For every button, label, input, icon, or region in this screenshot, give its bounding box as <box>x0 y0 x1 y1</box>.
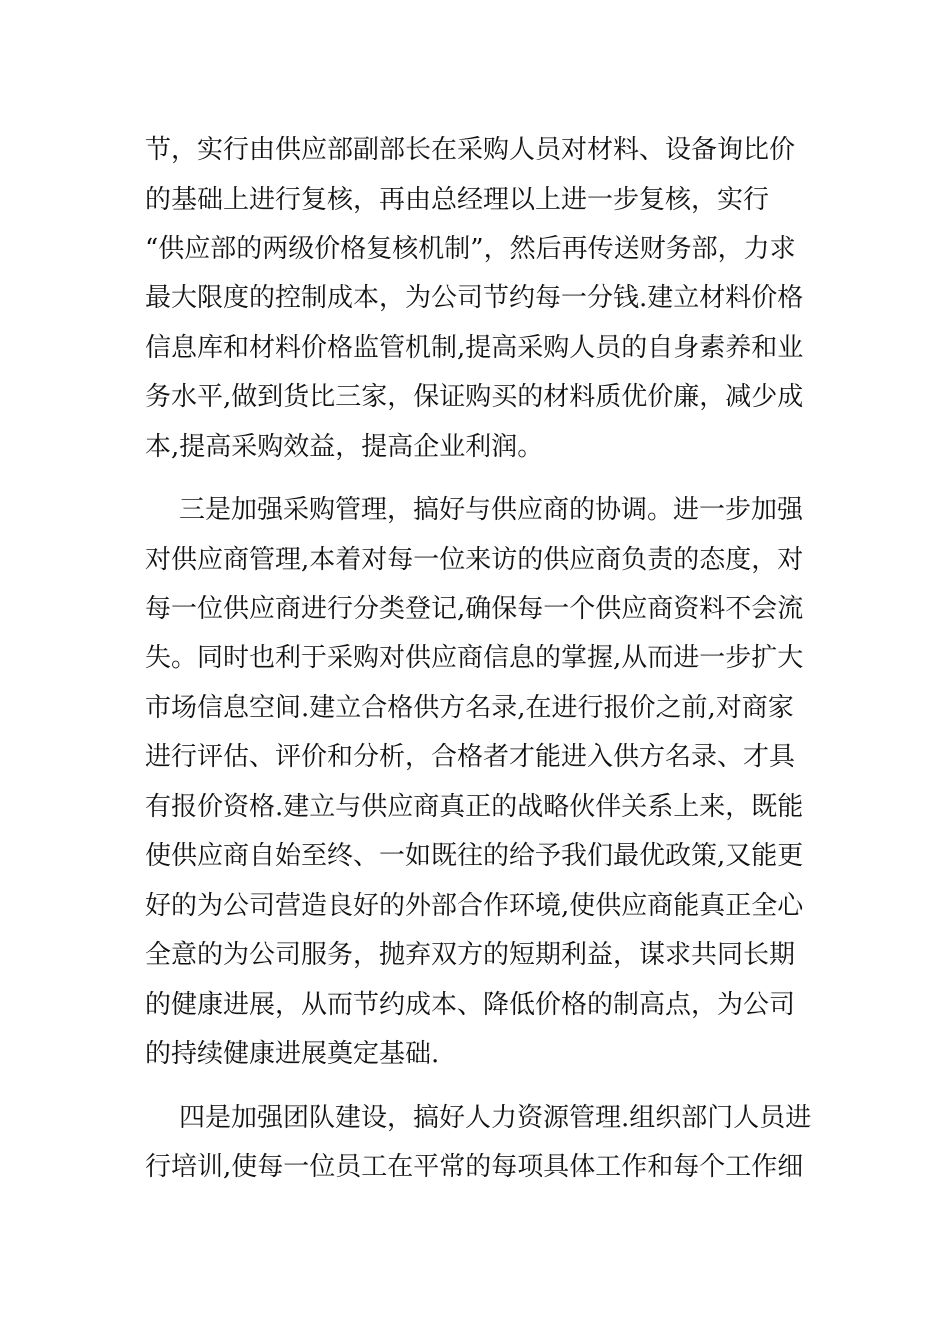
paragraph-3-line-1: 四是加强团队建设，搞好人力资源管理.组织部门人员进 <box>179 1103 812 1133</box>
paragraph-2-line-5: 市场信息空间.建立合格供方名录,在进行报价之前,对商家 <box>145 693 794 723</box>
paragraph-2-line-4: 失。同时也利于采购对供应商信息的掌握,从而进一步扩大 <box>145 643 804 673</box>
paragraph-2-line-7: 有报价资格.建立与供应商真正的战略伙伴关系上来，既能 <box>145 792 804 822</box>
paragraph-2-line-11: 的健康进展，从而节约成本、降低价格的制高点，为公司 <box>145 990 796 1020</box>
paragraph-2-line-3: 每一位供应商进行分类登记,确保每一个供应商资料不会流 <box>145 594 804 624</box>
paragraph-2-line-10: 全意的为公司服务，抛弃双方的短期利益，谋求共同长期 <box>145 940 796 970</box>
paragraph-1-line-5: 信息库和材料价格监管机制,提高采购人员的自身素养和业 <box>145 333 804 363</box>
paragraph-1-line-3: “供应部的两级价格复核机制”，然后再传送财务部，力求 <box>145 234 796 264</box>
paragraph-1-line-6: 务水平,做到货比三家，保证购买的材料质优价廉，减少成 <box>145 382 804 412</box>
paragraph-3-line-2: 行培训,使每一位员工在平常的每项具体工作和每个工作细 <box>145 1152 804 1182</box>
paragraph-2-line-6: 进行评估、评价和分析，合格者才能进入供方名录、才具 <box>145 742 796 772</box>
paragraph-2-line-1: 三是加强采购管理，搞好与供应商的协调。进一步加强 <box>179 495 804 525</box>
paragraph-2-line-8: 使供应商自始至终、一如既往的给予我们最优政策,又能更 <box>145 841 804 871</box>
paragraph-2-line-12: 的持续健康进展奠定基础. <box>145 1039 440 1069</box>
paragraph-2-line-2: 对供应商管理,本着对每一位来访的供应商负责的态度，对 <box>145 545 804 575</box>
paragraph-1-line-2: 的基础上进行复核，再由总经理以上进一步复核，实行 <box>145 185 770 215</box>
paragraph-2-line-9: 好的为公司营造良好的外部合作环境,使供应商能真正全心 <box>145 891 804 921</box>
paragraph-1-line-4: 最大限度的控制成本，为公司节约每一分钱.建立材料价格 <box>145 283 804 313</box>
paragraph-1-line-7: 本,提高采购效益，提高企业利润。 <box>145 432 544 462</box>
paragraph-1-line-1: 节，实行由供应部副部长在采购人员对材料、设备询比价 <box>145 135 796 165</box>
